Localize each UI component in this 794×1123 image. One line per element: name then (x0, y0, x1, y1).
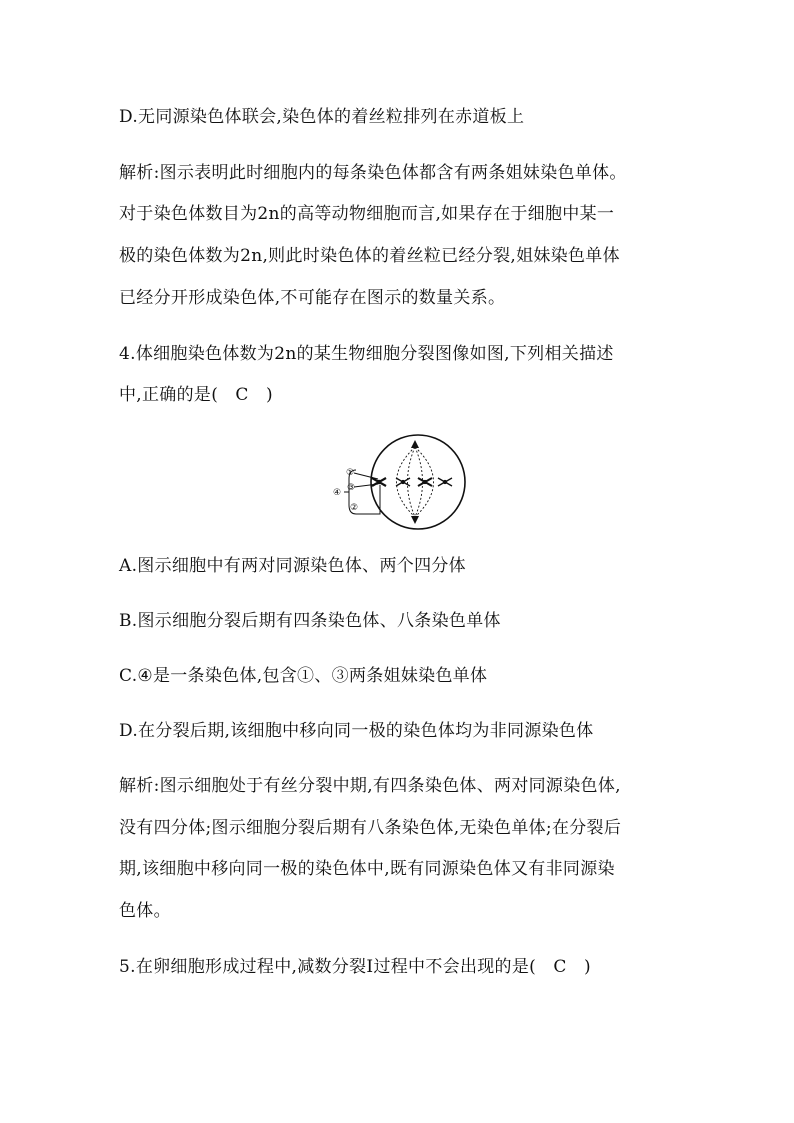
q4-analysis-line: 没有四分体;图示细胞分裂后期有八条染色体,无染色单体;在分裂后 (119, 818, 622, 838)
cell-membrane (371, 435, 465, 529)
chromosome (396, 478, 410, 486)
q3-analysis-line: 已经分开形成染色体,不可能存在图示的数量关系。 (119, 288, 506, 308)
q4-option-a: A.图示细胞中有两对同源染色体、两个四分体 (119, 556, 466, 576)
label-4: ④ (332, 488, 342, 498)
q3-analysis-line: 极的染色体数为2n,则此时染色体的着丝粒已经分裂,姐妹染色单体 (119, 246, 620, 266)
spindle-pole-top (411, 440, 419, 448)
q4-analysis-line: 色体。 (119, 901, 171, 921)
q3-option-d: D.无同源染色体联会,染色体的着丝粒排列在赤道板上 (119, 107, 525, 127)
q4-stem-line: 中,正确的是( C ) (119, 385, 273, 405)
q4-option-d: D.在分裂后期,该细胞中移向同一极的染色体均为非同源染色体 (119, 721, 594, 741)
q4-option-b: B.图示细胞分裂后期有四条染色体、八条染色单体 (119, 611, 501, 631)
spindle-pole-bottom (411, 516, 419, 524)
q4-analysis-line: 期,该细胞中移向同一极的染色体中,既有同源染色体又有非同源染 (119, 859, 615, 879)
q4-analysis-line: 解析:图示细胞处于有丝分裂中期,有四条染色体、两对同源染色体, (119, 776, 621, 796)
q3-analysis-line: 解析:图示表明此时细胞内的每条染色体都含有两条姐妹染色单体。 (119, 163, 627, 183)
cell-diagram-svg (330, 433, 470, 531)
q3-analysis-line: 对于染色体数目为2n的高等动物细胞而言,如果存在于细胞中某一 (119, 204, 615, 224)
chromosome (418, 478, 432, 486)
q4-option-c: C.④是一条染色体,包含①、③两条姐妹染色单体 (119, 666, 488, 686)
q5-stem: 5.在卵细胞形成过程中,减数分裂Ⅰ过程中不会出现的是( C ) (119, 957, 591, 977)
cell-division-figure (330, 433, 470, 531)
label-1: ① (345, 468, 355, 478)
label-3: ③ (346, 483, 356, 493)
chromosomes (372, 478, 452, 486)
label-2: ② (349, 503, 359, 513)
q4-stem-line: 4.体细胞染色体数为2n的某生物细胞分裂图像如图,下列相关描述 (119, 344, 614, 364)
chromosome (438, 478, 452, 486)
